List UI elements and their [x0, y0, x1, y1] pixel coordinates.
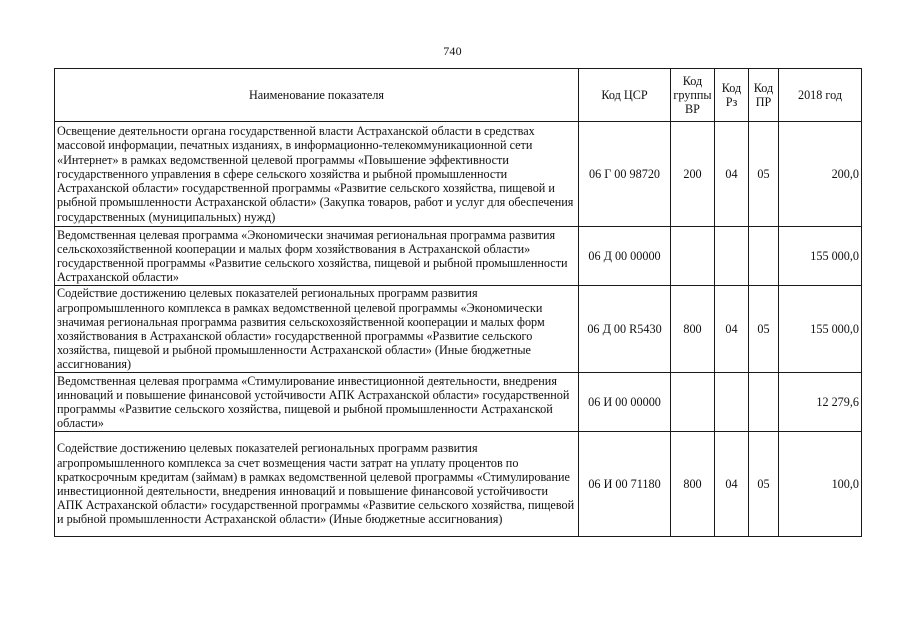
table-row — [55, 373, 862, 432]
row-csr-code: 06 Г 00 98720 — [579, 122, 671, 227]
row-amount: 155 000,0 — [779, 227, 862, 286]
header-vr-code: Код группы ВР — [671, 69, 715, 122]
header-csr-code: Код ЦСР — [579, 69, 671, 122]
row-name: Содействие достижению целевых показателей региональных программ развития агропромышленного комплекса в рамках ведомственной целевой программы «Экономически значимая региональная программа развития сельскохозяйственной кооперации и малых форм хозяйствования в Астраханской области» государственной программы «Развитие сельского хозяйства, пищевой и рыбной промышленности Астраханской области» (Иные бюджетные ассигнования) — [55, 286, 579, 373]
row-csr-code: 06 И 00 71180 — [579, 432, 671, 537]
row-amount: 100,0 — [779, 432, 862, 537]
row-csr-code: 06 И 00 00000 — [579, 373, 671, 432]
table-row — [55, 432, 862, 537]
row-csr-code: 06 Д 00 00000 — [579, 227, 671, 286]
row-amount: 12 279,6 — [779, 373, 862, 432]
header-year-2018: 2018 год — [779, 69, 862, 122]
page-number: 740 — [443, 44, 462, 58]
row-pr-code — [749, 373, 779, 432]
row-vr-code — [671, 227, 715, 286]
header-pr-code: Код ПР — [749, 69, 779, 122]
row-name: Ведомственная целевая программа «Стимулирование инвестиционной деятельности, внедрения инноваций и повышение финансовой устойчивости АПК Астраханской области» государственной программы «Развитие сельского хозяйства, пищевой и рыбной промышленности Астраханской области» — [55, 373, 579, 432]
row-pr-code: 05 — [749, 432, 779, 537]
row-csr-code: 06 Д 00 R5430 — [579, 286, 671, 373]
header-rz-code: Код Рз — [715, 69, 749, 122]
header-name: Наименование показателя — [55, 69, 579, 122]
row-name: Содействие достижению целевых показателей региональных программ развития агропромышленного комплекса за счет возмещения части затрат на уплату процентов по краткосрочным кредитам (займам) в рамках ведомственной целевой программы «Стимулирование инвестиционной деятельности, внедрения инноваций и повышение финансовой устойчивости АПК Астраханской области» государственной программы «Развитие сельского хозяйства, пищевой и рыбной промышленности Астраханской области» (Иные бюджетные ассигнования) — [55, 432, 579, 537]
row-rz-code: 04 — [715, 286, 749, 373]
row-rz-code — [715, 373, 749, 432]
row-amount: 200,0 — [779, 122, 862, 227]
table-row — [55, 286, 862, 373]
row-vr-code — [671, 373, 715, 432]
row-name: Освещение деятельности органа государственной власти Астраханской области в средствах массовой информации, печатных изданиях, в информационно-телекоммуникационной сети «Интернет» в рамках ведомственной целевой программы «Повышение эффективности государственного управления в сфере сельского хозяйства и рыбной промышленности Астраханской области» государственной программы «Развитие сельского хозяйства, пищевой и рыбной промышленности Астраханской области» (Закупка товаров, работ и услуг для обеспечения государственных (муниципальных) нужд) — [55, 122, 579, 227]
row-pr-code: 05 — [749, 286, 779, 373]
row-pr-code — [749, 227, 779, 286]
row-rz-code — [715, 227, 749, 286]
table-header-row — [55, 69, 862, 122]
row-rz-code: 04 — [715, 432, 749, 537]
row-vr-code: 800 — [671, 432, 715, 537]
row-amount: 155 000,0 — [779, 286, 862, 373]
table-row — [55, 227, 862, 286]
table-row — [55, 122, 862, 227]
row-pr-code: 05 — [749, 122, 779, 227]
budget-table — [54, 68, 862, 537]
row-rz-code: 04 — [715, 122, 749, 227]
row-vr-code: 800 — [671, 286, 715, 373]
row-vr-code: 200 — [671, 122, 715, 227]
row-name: Ведомственная целевая программа «Экономически значимая региональная программа развития сельскохозяйственной кооперации и малых форм хозяйствования в Астраханской области» государственной программы «Развитие сельского хозяйства, пищевой и рыбной промышленности Астраханской области» — [55, 227, 579, 286]
